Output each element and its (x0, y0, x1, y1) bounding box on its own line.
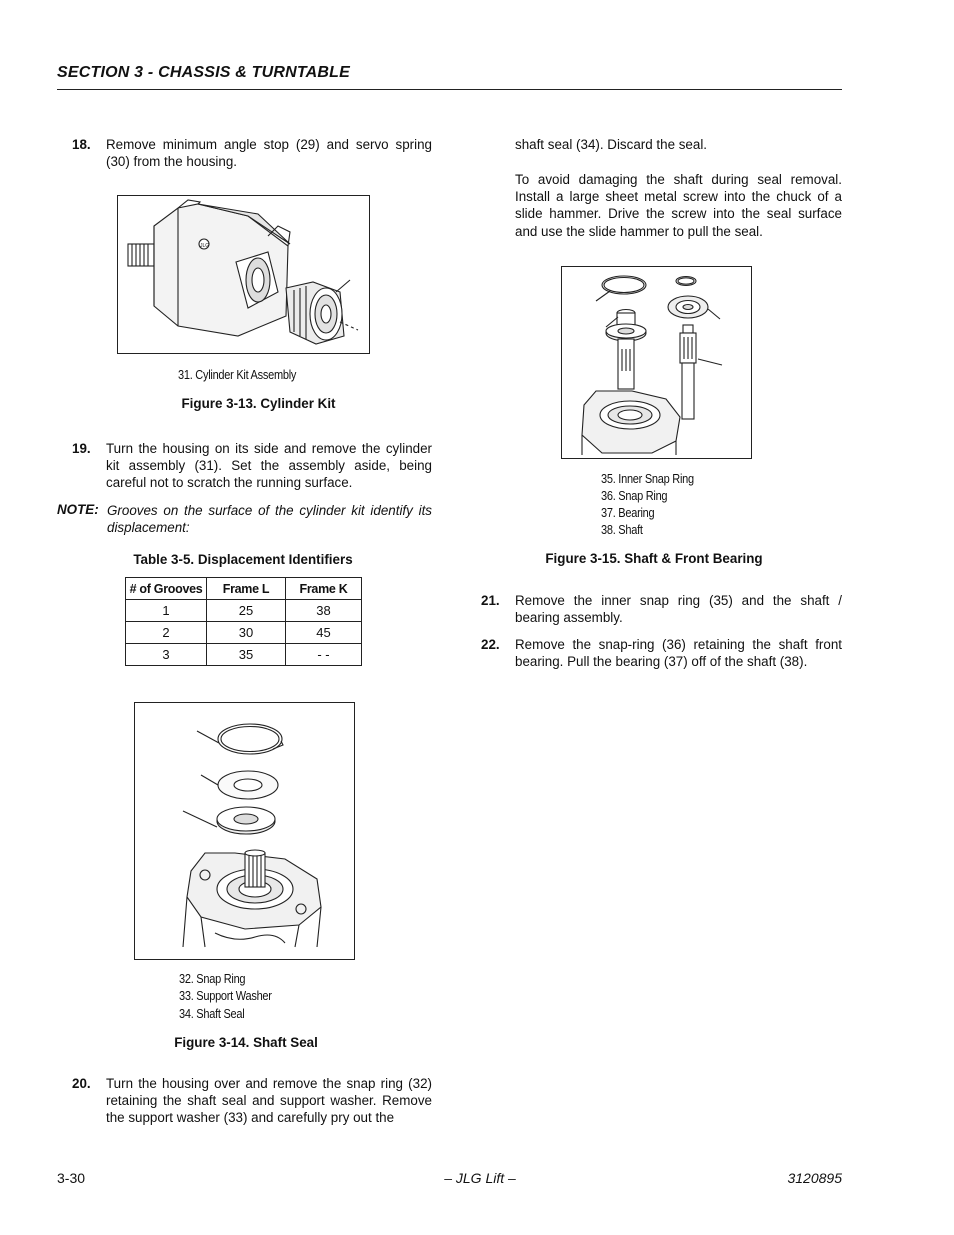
fig14-legend-item: 33. Support Washer (179, 989, 272, 1003)
section-title: SECTION 3 - CHASSIS & TURNTABLE (57, 64, 351, 81)
fig15-legend-item: 36. Snap Ring (601, 489, 668, 503)
figure-shaft-front-bearing-image (561, 266, 752, 459)
table-cell: 3 (126, 644, 207, 666)
table-cell: 25 (207, 600, 286, 622)
document-number: 3120895 (787, 1170, 842, 1186)
table-cell: 1 (126, 600, 207, 622)
step-18-text: Remove minimum angle stop (29) and servo spring (30) from the housing. (106, 137, 432, 170)
fig14-legend-item: 34. Shaft Seal (179, 1007, 245, 1021)
svg-text:JLG: JLG (200, 243, 210, 249)
table-cell: 38 (286, 600, 362, 622)
table-header-row (126, 578, 362, 600)
table-cell: 30 (207, 622, 286, 644)
cylinder-kit-illustration (118, 196, 368, 352)
step-22-number: 22. (481, 637, 500, 652)
fig15-legend-item: 35. Inner Snap Ring (601, 472, 694, 486)
table-title: Table 3-5. Displacement Identifiers (133, 552, 353, 567)
fig14-caption: Figure 3-14. Shaft Seal (174, 1035, 318, 1050)
figure-shaft-seal-image (134, 702, 355, 960)
displacement-table (125, 577, 362, 666)
fig13-legend-item: 31. Cylinder Kit Assembly (178, 368, 297, 382)
fig15-caption: Figure 3-15. Shaft & Front Bearing (545, 551, 763, 566)
table-cell: 2 (126, 622, 207, 644)
shaft-seal-illustration (135, 703, 353, 958)
seal-removal-tip: To avoid damaging the shaft during seal removal. Install a large sheet metal screw into the chuck of a slide hammer. Drive the screw into the seal surface and use the slide hammer to pull the seal. (515, 172, 842, 239)
figure-cylinder-kit-image (117, 195, 370, 354)
table-cell: 35 (207, 644, 286, 666)
fig15-legend-item: 38. Shaft (601, 523, 643, 537)
table-cell: 45 (286, 622, 362, 644)
header-rule (57, 89, 842, 90)
step-20-text: Turn the housing over and remove the snap ring (32) retaining the shaft seal and support washer. Remove the support washer (33) and carefully pry out the (106, 1076, 432, 1126)
fig14-legend-item: 32. Snap Ring (179, 972, 246, 986)
step-21-number: 21. (481, 593, 500, 608)
step-22-text: Remove the snap-ring (36) retaining the shaft front bearing. Pull the bearing (37) off of the shaft (38). (515, 637, 842, 670)
table-cell: - - (286, 644, 362, 666)
step-20-number: 20. (72, 1076, 91, 1091)
note-label: NOTE: (57, 502, 99, 517)
step-20-continued: shaft seal (34). Discard the seal. (515, 137, 708, 152)
note-text: Grooves on the surface of the cylinder kit identify its displacement: (107, 503, 432, 536)
fig15-legend-item: 37. Bearing (601, 506, 655, 520)
step-19-text: Turn the housing on its side and remove the cylinder kit assembly (31). Set the assembly aside, being careful not to scratch the running surface. (106, 441, 432, 491)
footer-brand: – JLG Lift – (444, 1170, 516, 1186)
step-19-number: 19. (72, 441, 91, 456)
table-header-cell: # of Grooves (126, 578, 207, 600)
table-row (126, 644, 362, 666)
step-18-number: 18. (72, 137, 91, 152)
shaft-bearing-illustration (562, 267, 750, 457)
fig13-caption: Figure 3-13. Cylinder Kit (181, 396, 336, 411)
table-header-cell: Frame K (286, 578, 362, 600)
table-header-cell: Frame L (207, 578, 286, 600)
table-row (126, 600, 362, 622)
table-row (126, 622, 362, 644)
page-number: 3-30 (57, 1170, 86, 1186)
step-21-text: Remove the inner snap ring (35) and the shaft / bearing assembly. (515, 593, 842, 626)
